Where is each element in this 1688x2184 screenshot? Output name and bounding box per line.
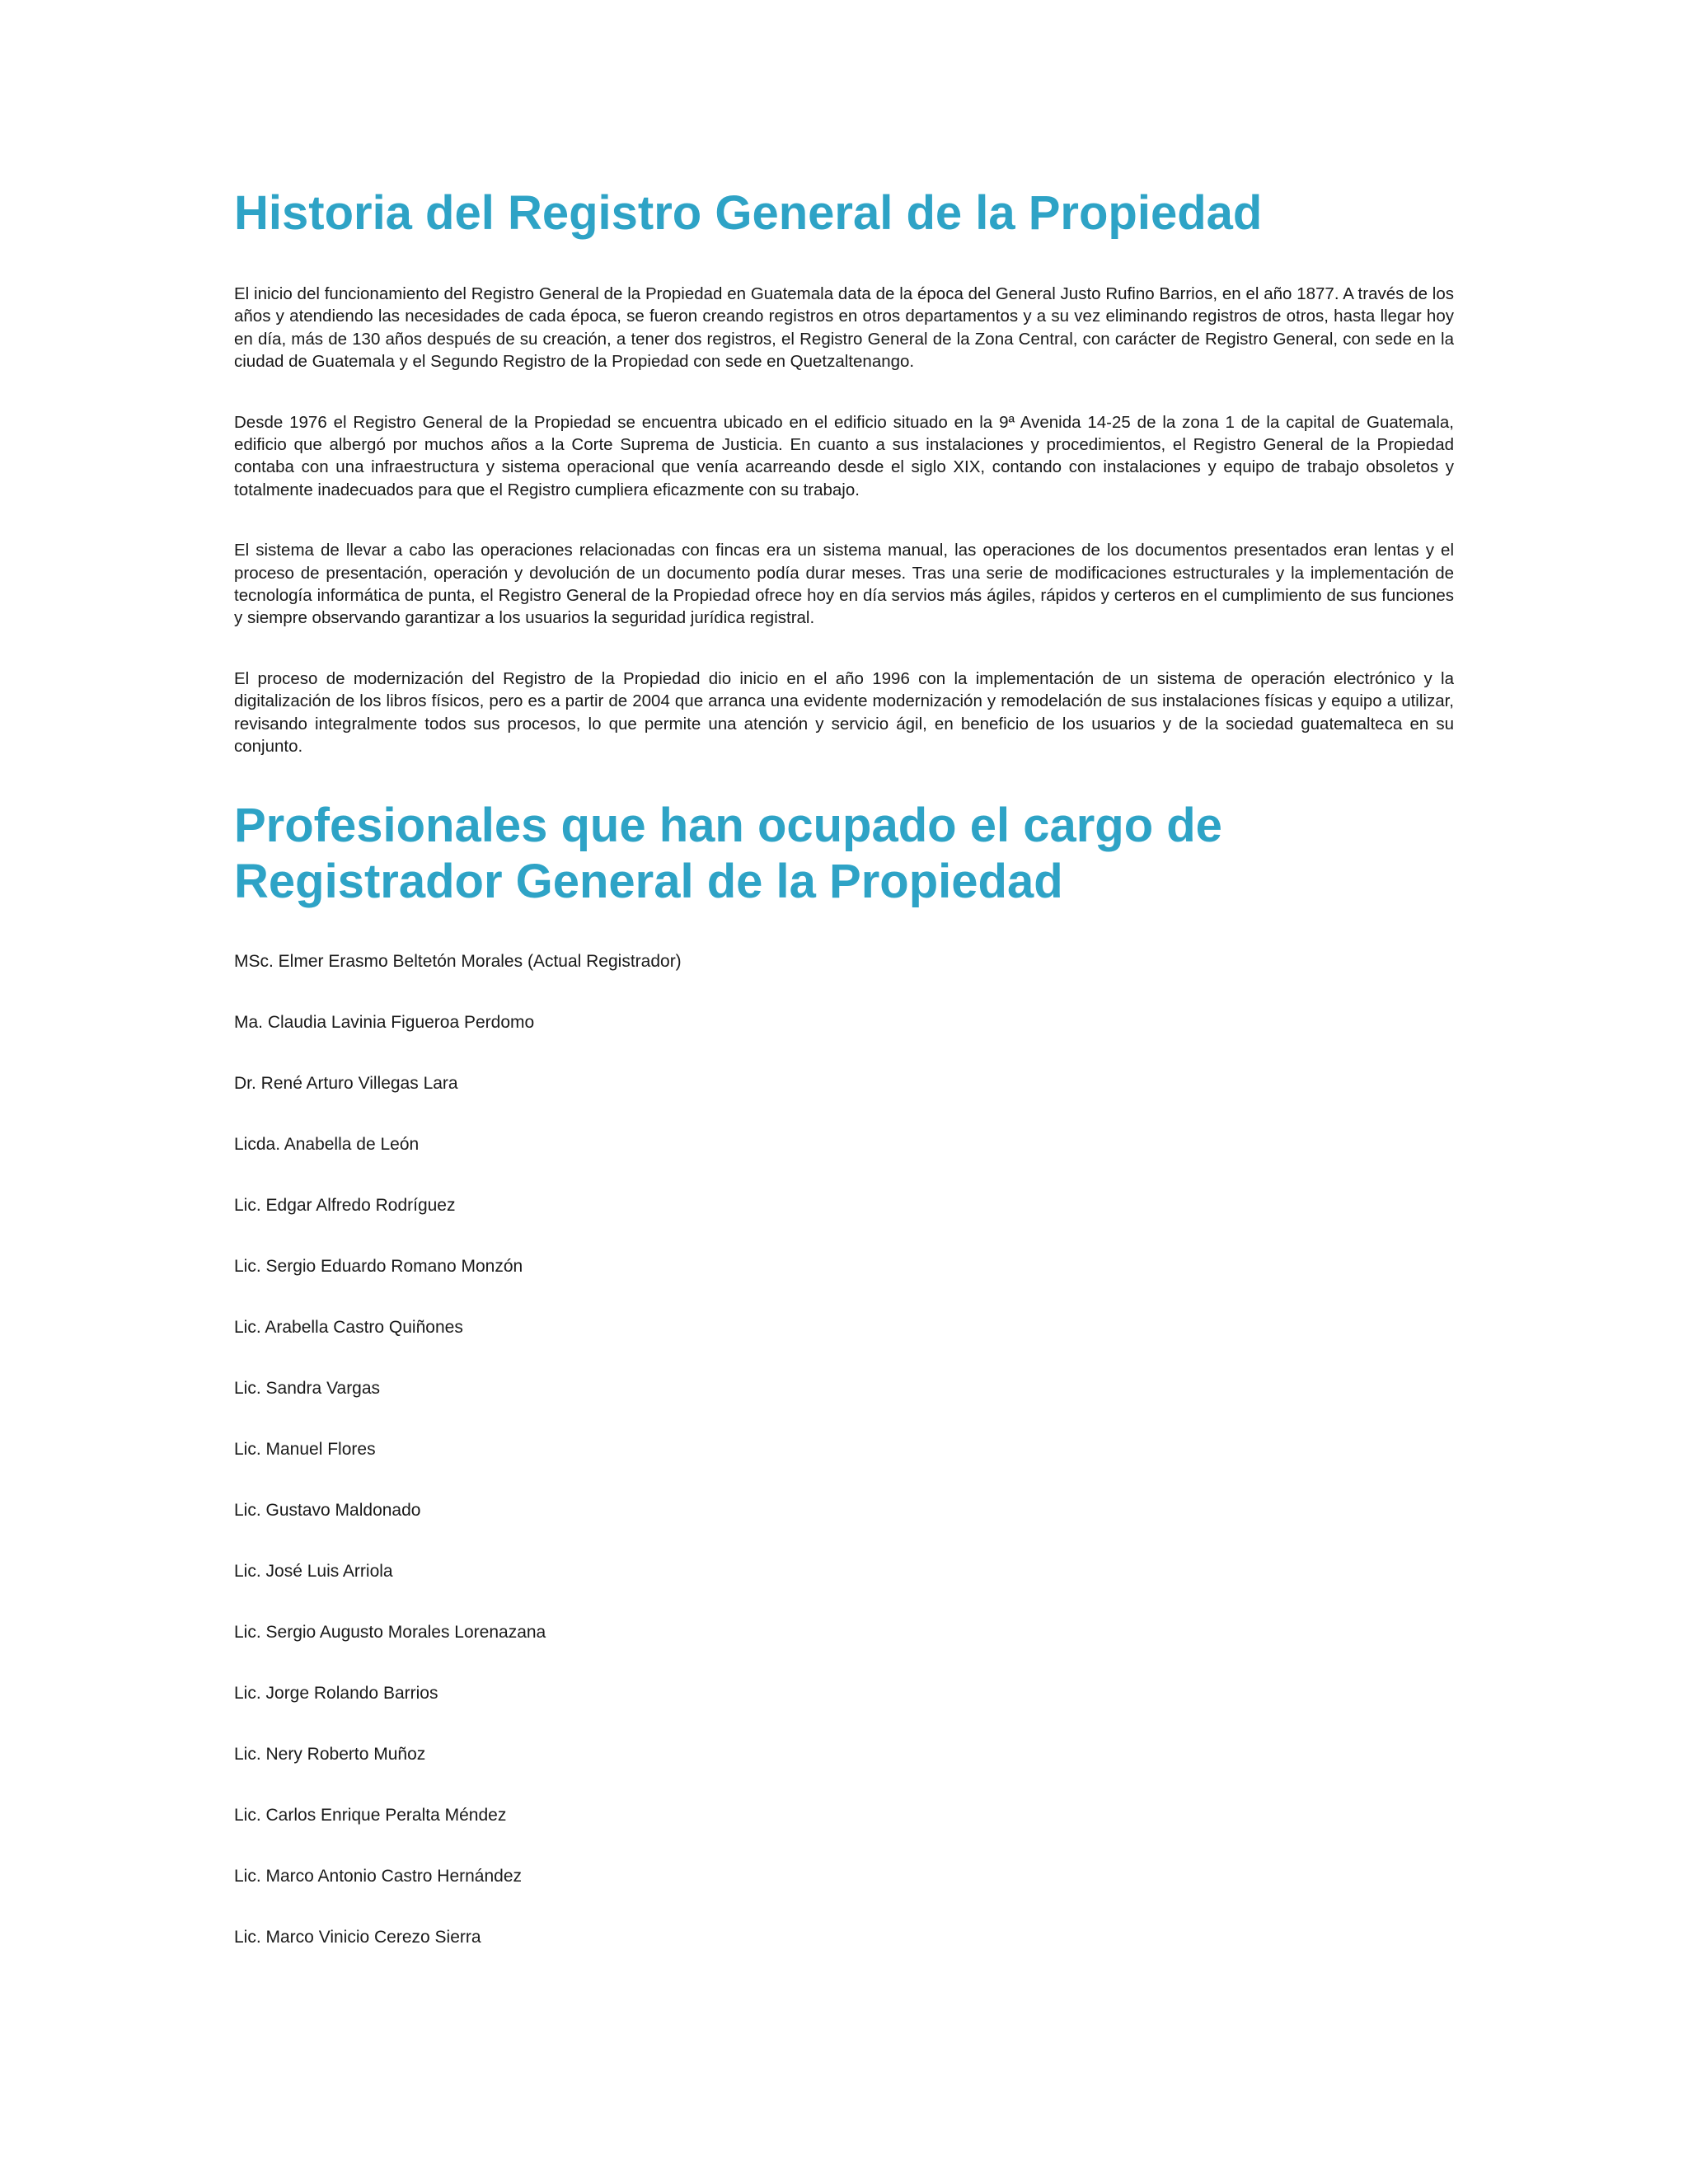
list-item: Lic. Arabella Castro Quiñones — [234, 1317, 463, 1337]
paragraph-origin: El inicio del funcionamiento del Registro General de la Propiedad en Guatemala data de la época del General Justo Rufino Barrios, en el año 1877. A través de los años y atendiendo las necesidades de cada época, se fueron creando registros en otros departamentos y a su vez eliminando registros de otros, hasta llegar hoy en día, más de 130 años después de su creación, a tener dos registros, el Registro General de la Zona Central, con carácter de Registro General, con sede en la ciudad de Guatemala y el Segundo Registro de la Propiedad con sede en Quetzaltenango. — [234, 284, 1454, 372]
list-item: Lic. Carlos Enrique Peralta Méndez — [234, 1805, 507, 1825]
list-item: Lic. Sergio Eduardo Romano Monzón — [234, 1256, 523, 1276]
section-title: Profesionales que han ocupado el cargo de Registrador General de la Propiedad — [234, 798, 1222, 908]
list-item: Dr. René Arturo Villegas Lara — [234, 1073, 458, 1093]
paragraph-modernization: El proceso de modernización del Registro de la Propiedad dio inicio en el año 1996 con la implementación de un sistema de operación electrónico y la digitalización de los libros físicos, pero es a partir de 2004 que arranca una evidente modernización y remodelación de sus instalaciones físicas y equipo a utilizar, revisando integralmente todos sus procesos, lo que permite una atención y servicio ágil, en beneficio de los usuarios y de la sociedad guatemalteca en su conjunto. — [234, 668, 1454, 757]
list-item: Lic. Sergio Augusto Morales Lorenazana — [234, 1622, 546, 1642]
list-item: MSc. Elmer Erasmo Beltetón Morales (Actual Registrador) — [234, 951, 682, 971]
list-item: Lic. Gustavo Maldonado — [234, 1500, 421, 1520]
page-title: Historia del Registro General de la Propiedad — [234, 186, 1263, 240]
list-item: Lic. José Luis Arriola — [234, 1561, 393, 1581]
list-item: Lic. Marco Antonio Castro Hernández — [234, 1866, 523, 1886]
paragraph-building: Desde 1976 el Registro General de la Propiedad se encuentra ubicado en el edificio situado en la 9ª Avenida 14-25 de la zona 1 de la capital de Guatemala, edificio que albergó por muchos años a la Corte Suprema de Justicia. En cuanto a sus instalaciones y procedimientos, el Registro General de la Propiedad contaba con una infraestructura y sistema operacional que venía acarreando desde el siglo XIX, contando con instalaciones y equipo de trabajo obsoletos y totalmente inadecuados para que el Registro cumpliera eficazmente con su trabajo. — [234, 412, 1454, 499]
document-page — [234, 185, 1454, 1988]
paragraph-operations: El sistema de llevar a cabo las operaciones relacionadas con fincas era un sistema manual, las operaciones de los documentos presentados eran lentas y el proceso de presentación, operación y devolución de un documento podía durar meses. Tras una serie de modificaciones estructurales y la implementación de tecnología informática de punta, el Registro General de la Propiedad ofrece hoy en día servios más ágiles, rápidos y certeros en el cumplimiento de sus funciones y siempre observando garantizar a los usuarios la seguridad jurídica registral. — [234, 541, 1454, 628]
list-item: Licda. Anabella de León — [234, 1134, 420, 1154]
list-item: Lic. Edgar Alfredo Rodríguez — [234, 1195, 456, 1215]
list-item: Lic. Sandra Vargas — [234, 1378, 381, 1398]
list-item: Ma. Claudia Lavinia Figueroa Perdomo — [234, 1012, 535, 1032]
list-item: Lic. Manuel Flores — [234, 1439, 376, 1459]
list-item: Lic. Jorge Rolando Barrios — [234, 1683, 438, 1703]
list-item: Lic. Nery Roberto Muñoz — [234, 1744, 426, 1764]
registrars-list — [234, 951, 1454, 1988]
list-item: Lic. Marco Vinicio Cerezo Sierra — [234, 1927, 481, 1947]
